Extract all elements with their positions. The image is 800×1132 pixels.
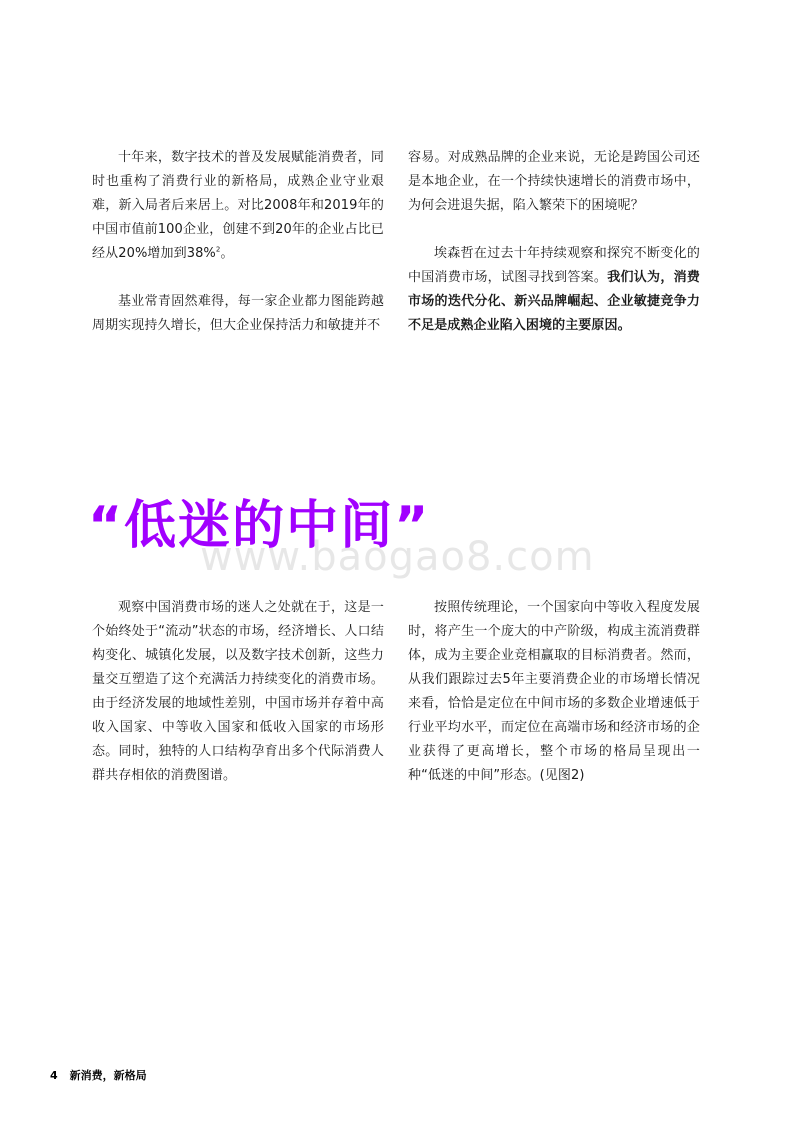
paragraph-middle-market: 按照传统理论，一个国家向中等收入程度发展时，将产生一个庞大的中产阶级，构成主流消费群体，成为主要企业竞相赢取的目标消费者。然而，从我们跟踪过去5年主要消费企业的市场增长情况来看，恰恰是定位在中间市场的多数企业增速低于行业平均水平，而定位在高端市场和经济市场的企业获得了更高增长，整个市场的格局呈现出一种“低迷的中间”形态。(见图2): [408, 600, 700, 783]
key-conclusion: 我们认为，消费市场的迭代分化、新兴品牌崛起、企业敏捷竞争力不足是成熟企业陷入困境的主要原因。: [408, 270, 700, 333]
paragraph-end: 。: [220, 246, 234, 261]
top-right-column: [408, 146, 700, 338]
page-number: 4: [50, 1069, 58, 1082]
top-left-column: [92, 146, 384, 338]
section-title: “低迷的中间”: [88, 496, 431, 556]
watermark: www.baogao8.com: [200, 534, 595, 580]
paragraph-market-flow: 观察中国消费市场的迷人之处就在于，这是一个始终处于“流动”状态的市场，经济增长、人口结构变化、城镇化发展，以及数字技术创新，这些力量交互塑造了这个充满活力持续变化的消费市场。由于经济发展的地域性差别，中国市场并存着中高收入国家、中等收入国家和低收入国家的市场形态。同时，独特的人口结构孕育出多个代际消费人群共存相依的消费图谱。: [92, 600, 384, 783]
paragraph-accenture-view: [408, 242, 700, 338]
footnote-marker[interactable]: 2: [215, 245, 221, 254]
paragraph-evergreen: 基业常青固然难得，每一家企业都力图能跨越周期实现持久增长，但大企业保持活力和敏捷并不: [92, 294, 384, 333]
publication-title: 新消费，新格局: [69, 1069, 147, 1082]
bottom-right-column: [408, 596, 700, 788]
paragraph-text: 埃森哲在过去十年持续观察和探究不断变化的中国消费市场，试图寻找到答案。: [408, 246, 700, 285]
paragraph-digital-tech: [92, 146, 384, 266]
page-footer: [50, 1068, 147, 1084]
paragraph-continuation: 容易。对成熟品牌的企业来说，无论是跨国公司还是本地企业，在一个持续快速增长的消费市场中，为何会进退失据，陷入繁荣下的困境呢？: [408, 150, 700, 213]
paragraph-text: 十年来，数字技术的普及发展赋能消费者，同时也重构了消费行业的新格局，成熟企业守业艰难，新入局者后来居上。对比2008年和2019年的中国市值前100企业，创建不到20年的企业占比已经从20%增加到38%: [92, 150, 384, 261]
bottom-left-column: [92, 596, 384, 788]
